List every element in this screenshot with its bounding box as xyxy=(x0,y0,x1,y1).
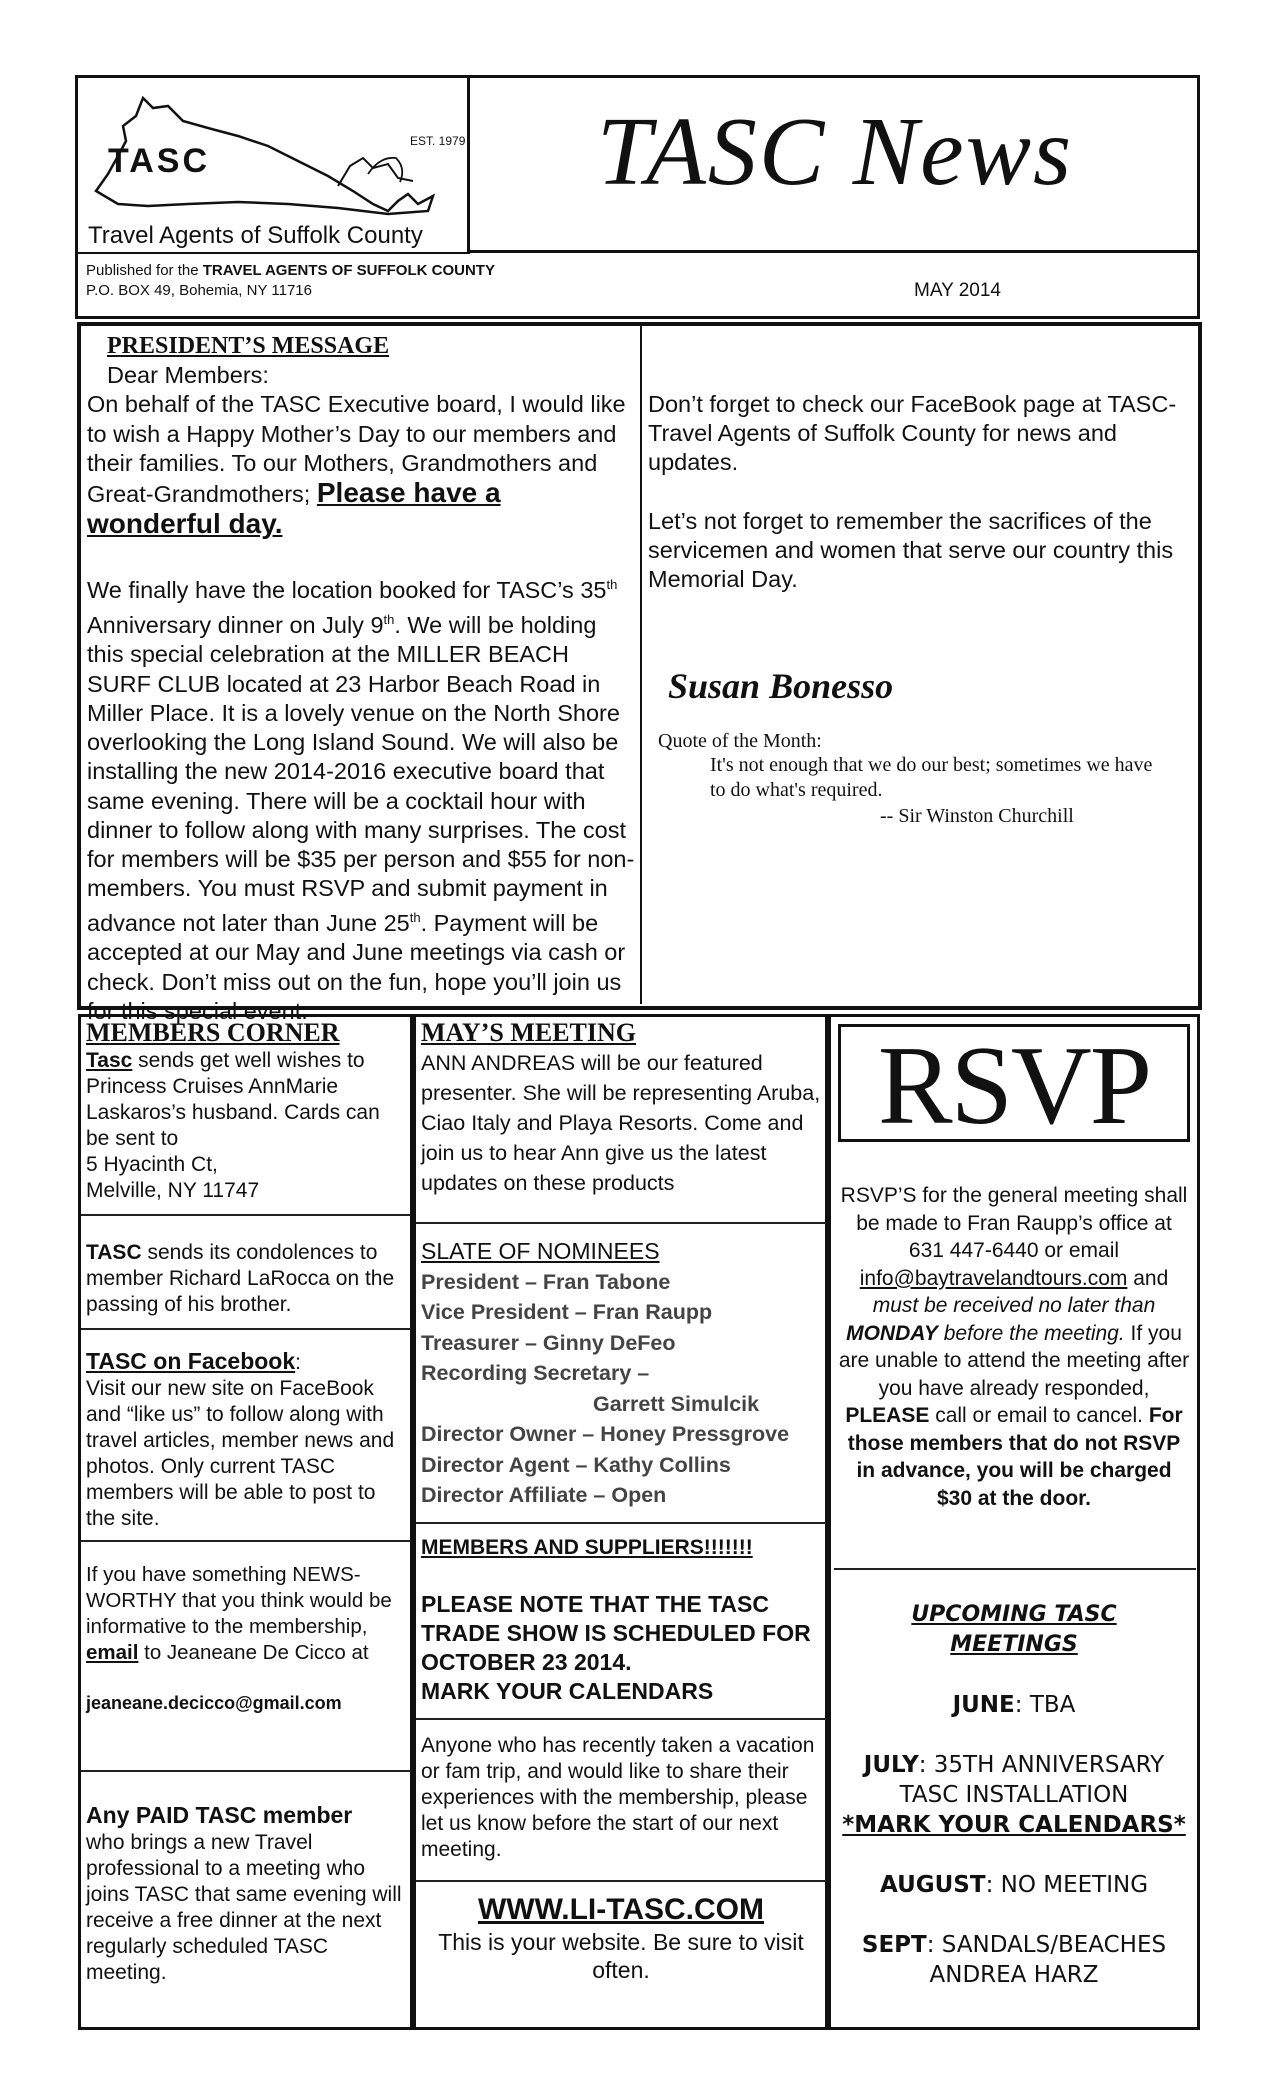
issue-date: MAY 2014 xyxy=(914,280,1001,301)
meeting-august: AUGUST: NO MEETING xyxy=(879,1872,1149,1898)
facebook-section xyxy=(86,1348,406,1532)
quote-author: -- Sir Winston Churchill xyxy=(880,805,1074,828)
mark-calendars: MARK YOUR CALENDARS xyxy=(421,1678,714,1704)
newsworthy-email[interactable]: jeaneane.decicco@gmail.com xyxy=(86,1693,342,1713)
members-item-1: Tasc sends get well wishes to Princess Cruises AnnMarie Laskaros’s husband. Cards can be sent to xyxy=(86,1049,380,1150)
mays-meeting-heading: MAY’S MEETING xyxy=(421,1018,637,1047)
divider xyxy=(416,1880,826,1882)
president-right-column xyxy=(648,332,1193,829)
rsvp-banner xyxy=(838,1024,1190,1148)
meeting-sept: SEPT: SANDALS/BEACHES ANDREA HARZ xyxy=(861,1932,1167,1988)
logo-est: EST. 1979 xyxy=(410,134,466,148)
president-greeting: Dear Members: xyxy=(107,362,269,389)
paid-member-section xyxy=(86,1800,408,1986)
members-item-1-addr2: Melville, NY 11747 xyxy=(86,1179,260,1202)
facebook-text: Visit our new site on FaceBook and “like us” to follow along with travel articles, member news and photos. Only current TASC members will be able to post to the site. xyxy=(86,1377,395,1530)
nominee-vice-president: Vice President – Fran Raupp xyxy=(421,1300,713,1324)
divider xyxy=(834,1568,1196,1570)
slate-heading: SLATE OF NOMINEES xyxy=(421,1238,660,1264)
president-para3: Don’t forget to check our FaceBook page at TASC-Travel Agents of Suffolk County for news and updates. xyxy=(648,391,1177,476)
meeting-july: JULY: 35TH ANNIVERSARY TASC INSTALLATION xyxy=(863,1752,1165,1808)
paid-heading: Any PAID TASC member xyxy=(86,1802,353,1828)
address-line: P.O. BOX 49, Bohemia, NY 11716 xyxy=(86,282,312,299)
logo-caption: Travel Agents of Suffolk County xyxy=(88,222,423,249)
divider xyxy=(416,1718,826,1720)
rsvp-banner-text: RSVP xyxy=(877,1024,1151,1148)
website-text: This is your website. Be sure to visit often. xyxy=(438,1929,804,1983)
suppliers-heading: MEMBERS AND SUPPLIERS!!!!!!! xyxy=(421,1536,753,1559)
divider xyxy=(81,1770,411,1772)
nominee-recording-secretary: Recording Secretary – xyxy=(421,1361,650,1385)
upcoming-meetings xyxy=(838,1600,1190,1990)
facebook-heading: TASC on Facebook: xyxy=(86,1348,301,1374)
masthead-rule xyxy=(467,250,1200,253)
divider xyxy=(81,1214,411,1216)
mays-meeting xyxy=(421,1018,821,1198)
rsvp-text: RSVP’S for the general meeting shall be made to Fran Raupp’s office at 631 447-6440 or email info@baytravelandtours.com and must be received no later than MONDAY before the meeting. If you are unable to attend the meeting after you have already responded, PLEASE call or email to cancel. For those members that do not RSVP in advance, you will be charged $30 at the door. xyxy=(838,1184,1190,1510)
divider xyxy=(416,1222,826,1224)
suppliers-section xyxy=(421,1534,821,1706)
nominee-treasurer: Treasurer – Ginny DeFeo xyxy=(421,1330,676,1355)
slate-of-nominees xyxy=(421,1236,821,1511)
published-line: Published for the TRAVEL AGENTS OF SUFFOLK COUNTY xyxy=(86,262,495,279)
members-corner xyxy=(86,1018,406,1204)
fam-trip-text: Anyone who has recently taken a vacation or fam trip, and would like to share their experiences with the membership, please let us know before the start of our next meeting. xyxy=(421,1734,815,1861)
paid-text: who brings a new Travel professional to a meeting who joins TASC that same evening will receive a free dinner at the next regularly scheduled TASC meeting. xyxy=(86,1831,402,1984)
divider xyxy=(81,1328,411,1330)
divider xyxy=(81,1540,411,1542)
logo-text: TASC xyxy=(108,142,211,180)
newsworthy-section xyxy=(86,1562,406,1716)
quote-text: It's not enough that we do our best; sometimes we have to do what's required. xyxy=(710,754,1153,802)
website-link[interactable]: WWW.LI-TASC.COM xyxy=(477,1893,765,1926)
president-para2: We finally have the location booked for TASC’s 35th Anniversary dinner on July 9th. We will be holding this special celebration at the MILLER BEACH SURF CLUB located at 23 Harbor Beach Road in Miller Place. It is a lovely venue on the North Shore overlooking the Long Island Sound. We will also be installing the new 2014-2016 executive board that same evening. There will be a cocktail hour with dinner to follow along with many surprises. The cost for members will be $35 per person and $55 for non-members. You must RSVP and submit payment in advance not later than June 25th. Payment will be accepted at our May and June meetings via cash or check. Don’t miss out on the fun, hope you’ll join us for this special event. xyxy=(87,577,635,1024)
quote-label: Quote of the Month: xyxy=(658,730,822,753)
nominee-director-owner: Director Owner – Honey Pressgrove xyxy=(421,1422,790,1446)
members-item-1-addr1: 5 Hyacinth Ct, xyxy=(86,1153,218,1176)
nominee-recording-secretary-name: Garrett Simulcik xyxy=(593,1391,760,1416)
trade-show-notice: PLEASE NOTE THAT THE TASC TRADE SHOW IS SCHEDULED FOR OCTOBER 23 2014. xyxy=(421,1591,811,1675)
fam-trip-section xyxy=(421,1733,821,1863)
nominee-director-agent: Director Agent – Kathy Collins xyxy=(421,1452,731,1477)
members-item-2: TASC sends its condolences to member Richard LaRocca on the passing of his brother. xyxy=(86,1241,395,1316)
meeting-june: JUNE: TBA xyxy=(952,1692,1076,1718)
rsvp-email[interactable]: info@baytravelandtours.com xyxy=(859,1266,1128,1290)
website-section xyxy=(416,1892,826,1984)
newsletter-title: TASC News xyxy=(596,98,1074,206)
meeting-july-note: *MARK YOUR CALENDARS* xyxy=(842,1812,1186,1838)
president-para4: Let’s not forget to remember the sacrifices of the servicemen and women that serve our country this Memorial Day. xyxy=(648,507,1174,593)
president-para1: On behalf of the TASC Executive board, I would like to wish a Happy Mother’s Day to our members and their families. To our Mothers, Grandmothers and Great-Grandmothers; Please have a wonderful day. xyxy=(87,391,626,540)
members-corner-heading: MEMBERS CORNER xyxy=(86,1018,340,1047)
mays-meeting-text: ANN ANDREAS will be our featured presenter. She will be representing Aruba, Ciao Italy and Playa Resorts. Come and join us to hear Ann give us the latest updates on these products xyxy=(421,1051,821,1195)
president-heading: PRESIDENT’S MESSAGE xyxy=(107,333,390,359)
rsvp-instructions xyxy=(838,1182,1190,1512)
tasc-logo xyxy=(88,86,468,254)
upcoming-heading: UPCOMING TASC MEETINGS xyxy=(911,1602,1117,1657)
president-left-column xyxy=(87,332,637,1026)
president-signature: Susan Bonesso xyxy=(668,666,894,707)
divider xyxy=(416,1522,826,1524)
president-column-divider xyxy=(640,326,642,1004)
newsworthy-text: If you have something NEWS-WORTHY that you think would be informative to the membership, email to Jeaneane De Cicco at xyxy=(86,1563,392,1664)
nominee-director-affiliate: Director Affiliate – Open xyxy=(421,1483,667,1507)
nominee-president: President – Fran Tabone xyxy=(421,1269,671,1294)
